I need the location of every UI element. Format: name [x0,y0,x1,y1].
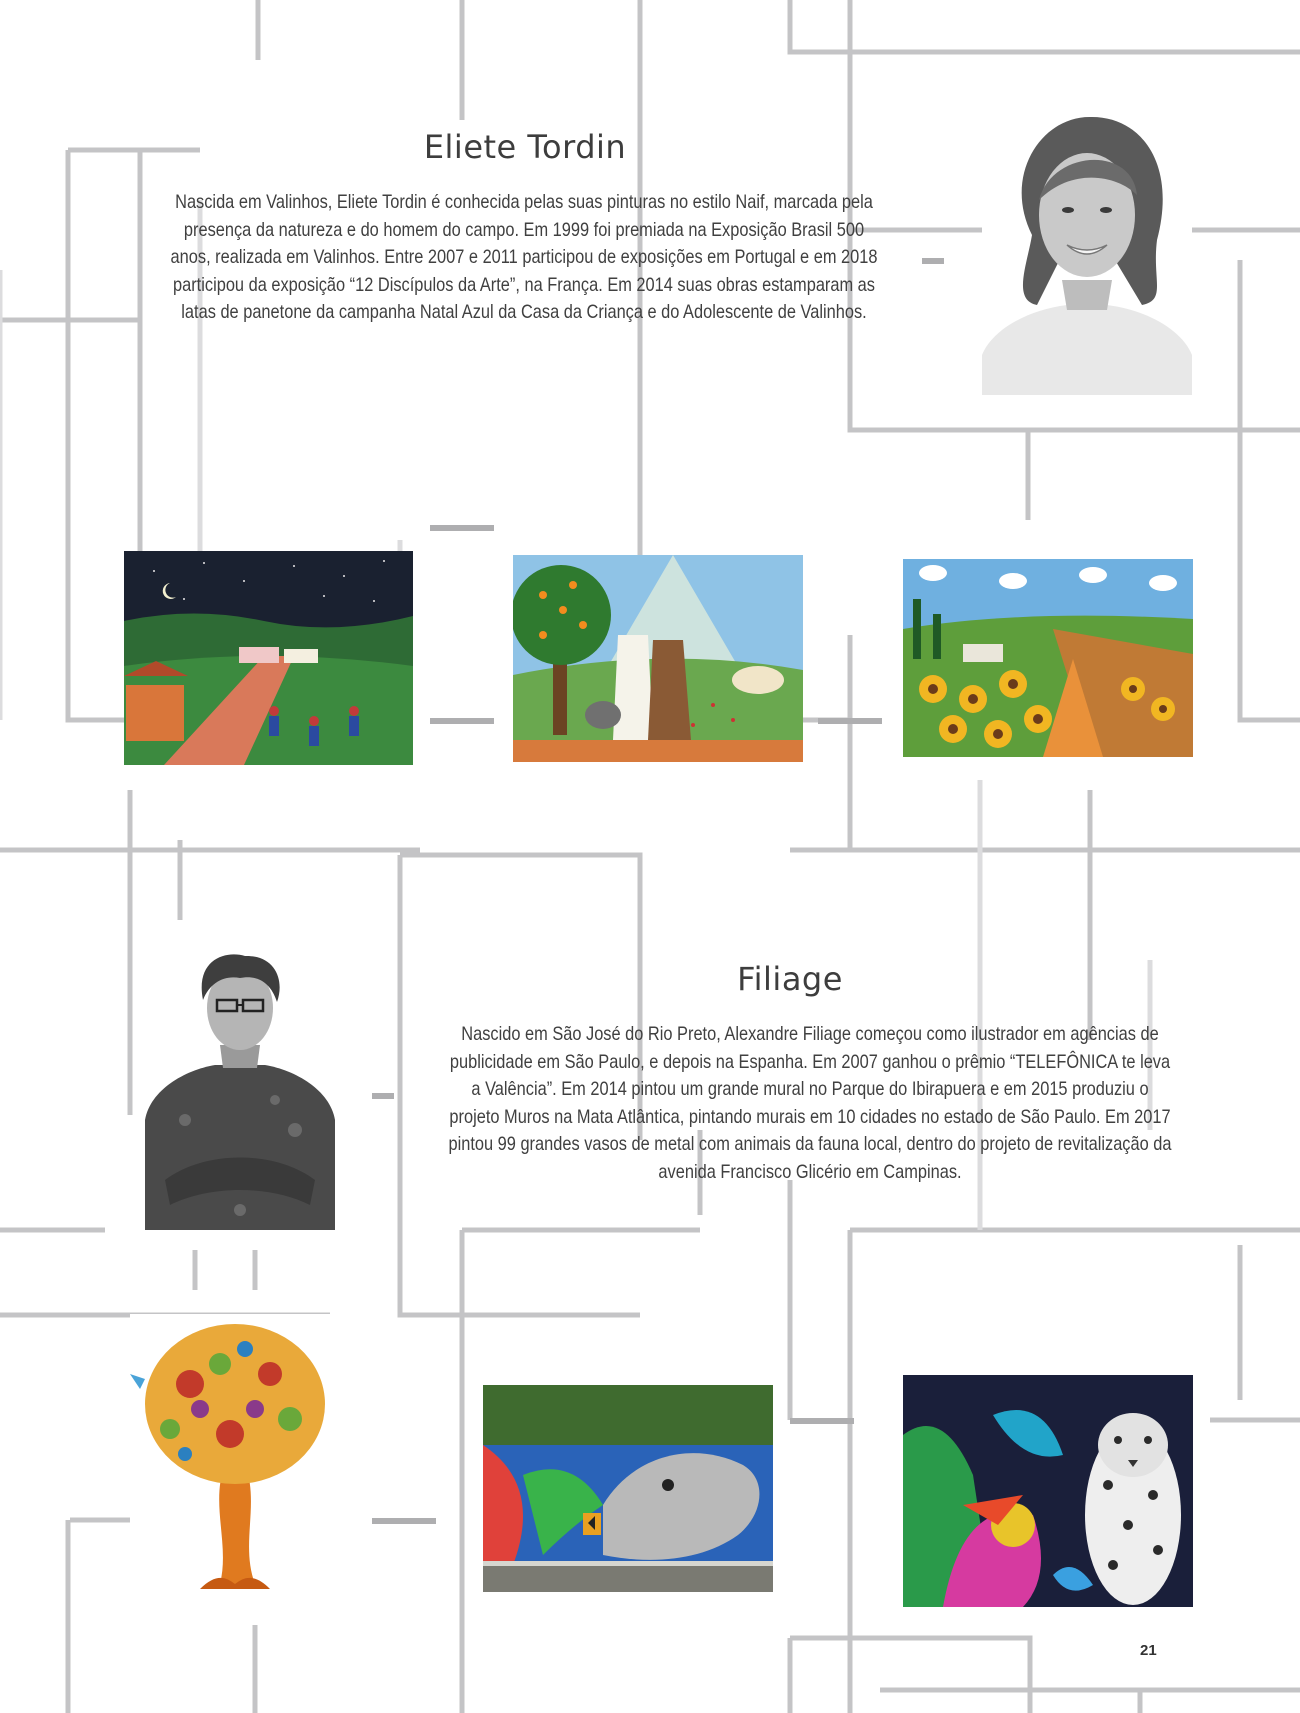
filiage-artwork-jaguar-birds [903,1375,1193,1607]
filiage-artwork-colorful-tree [130,1314,340,1594]
page-number: 21 [1140,1642,1157,1659]
eliete-painting-saints-tree [513,555,803,762]
eliete-painting-night-village [124,551,413,765]
artist-2-name: Filiage [737,960,843,998]
eliete-painting-sunflowers [903,559,1193,757]
artist-2-bio: Nascido em São José do Rio Preto, Alexandre Filiage começou como ilustrador em agências de publicidade em São Paulo, e depois na Espanha. Em 2007 ganhou o prêmio “TELEFÔNICA te leva a Valência”. Em 2014 pintou um grande mural no Parque do Ibirapuera e em 2015 produziu o projeto Muros na Mata Atlântica, pintando murais em 10 cidades no estado de São Paulo. Em 2017 pintou 99 grandes vasos de metal com animais da fauna local, dentro do projeto de revitalização da avenida Francisco Glicério em Campinas. [448,1023,1172,1183]
filiage-mural-iguana [483,1385,773,1592]
eliete-portrait-photo [982,105,1192,395]
artist-1-bio: Nascida em Valinhos, Eliete Tordin é conhecida pelas suas pinturas no estilo Naif, marcada pela presença da natureza e do homem do campo. Em 1999 foi premiada na Exposição Brasil 500 anos, realizada em Valinhos. Entre 2007 e 2011 participou de exposições em Portugal e em 2018 participou da exposição “12 Discípulos da Arte”, na França. Em 2014 suas obras estamparam as latas de panetone da campanha Natal Azul da Casa da Criança e do Adolescente de Valinhos. [170,191,878,324]
filiage-portrait-photo [145,950,335,1230]
artist-1-name: Eliete Tordin [423,128,627,166]
